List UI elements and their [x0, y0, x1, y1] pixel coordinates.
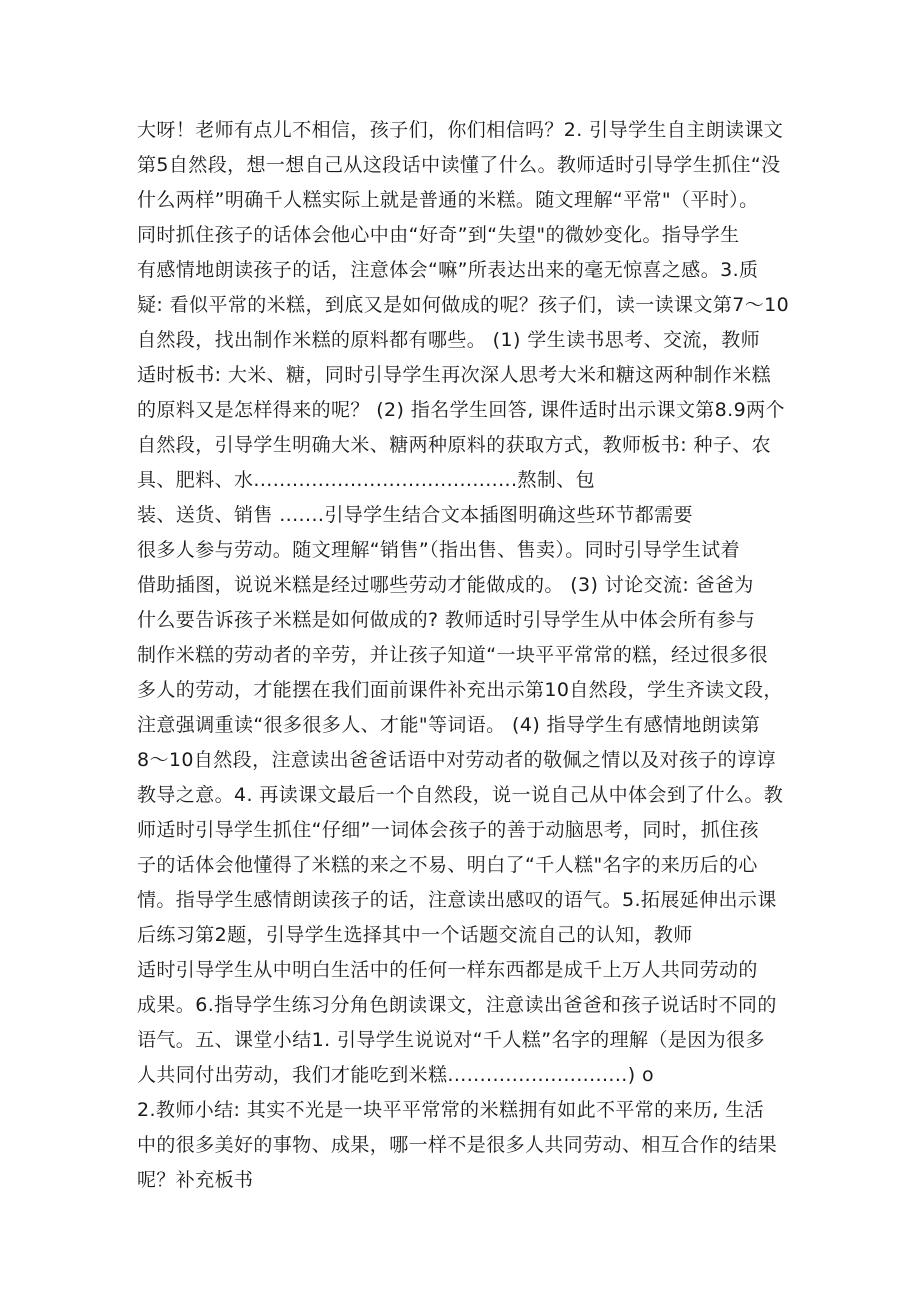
text-line: 人共同付出劳动，我们才能吃到米糕............................) o [137, 1064, 654, 1086]
text-line: 装、送货、销售 .......引导学生结合文本插图明确这些环节都需要 [137, 504, 693, 526]
text-line: 2.教师小结: 其实不光是一块平平常常的米糕拥有如此不平常的来历, 生活 [137, 1099, 765, 1121]
text-line: 大呀！老师有点儿不相信，孩子们，你们相信吗？2. 引导学生自主朗读课文 [137, 119, 784, 141]
text-line: 子的话体会他懂得了米糕的来之不易、明白了“千人糕"名字的来历后的心 [137, 854, 758, 876]
text-line: 情。指导学生感情朗读孩子的话，注意读出感叹的语气。5.拓展延伸出示课 [137, 889, 777, 911]
text-line: 同时抓住孩子的话体会他心中由“好奇”到“失望"的微妙变化。指导学生 [137, 224, 740, 246]
text-line: 语气。五、课堂小结1. 引导学生说说对“千人糕”名字的理解（是因为很多 [137, 1029, 765, 1051]
text-line: 成果。6.指导学生练习分角色朗读课文，注意读出爸爸和孩子说话时不同的 [137, 994, 777, 1016]
text-line: 的原料又是怎样得来的呢？ (2) 指名学生回答, 课件适时出示课文第8.9两个 [137, 399, 785, 421]
text-line: 适时板书: 大米、糖，同时引导学生再次深人思考大米和糖这两种制作米糕 [137, 364, 772, 386]
text-line: 适时引导学生从中明白生活中的任何一样东西都是成千上万人共同劳动的 [137, 959, 758, 981]
text-line: 借助插图，说说米糕是经过哪些劳动才能做成的。 (3) 讨论交流: 爸爸为 [137, 574, 754, 596]
text-line: 有感情地朗读孩子的话，注意体会“嘛”所表达出来的毫无惊喜之感。3.质 [137, 259, 759, 281]
text-line: 自然段，引导学生明确大米、糖两种原料的获取方式，教师板书: 种子、农 [137, 434, 772, 456]
text-line: 具、肥料、水.........................................熬制、包 [137, 469, 596, 491]
text-line: 呢？补充板书 [137, 1169, 254, 1191]
text-line: 多人的劳动，才能摆在我们面前课件补充出示第10自然段，学生齐读文段， [137, 679, 783, 701]
text-line: 8〜10自然段，注意读出爸爸话语中对劳动者的敬佩之情以及对孩子的谆谆 [137, 749, 776, 771]
text-line: 中的很多美好的事物、成果，哪一样不是很多人共同劳动、相互合作的结果 [137, 1134, 778, 1156]
text-line: 很多人参与劳动。随文理解“销售”（指出售、售卖）。同时引导学生试着 [137, 539, 740, 561]
text-line: 自然段，找出制作米糕的原料都有哪些。 (1) 学生读书思考、交流，教师 [137, 329, 760, 351]
text-line: 教导之意。4. 再读课文最后一个自然段，说一说自己从中体会到了什么。教 [137, 784, 784, 806]
text-line: 注意强调重读“很多很多人、才能"等词语。 (4) 指导学生有感情地朗读第 [137, 714, 760, 736]
text-line: 后练习第2题，引导学生选择其中一个话题交流自己的认知，教师 [137, 924, 693, 946]
text-line: 什么两样”明确千人糕实际上就是普通的米糕。随文理解“平常"（平时）。 [137, 189, 759, 211]
text-line: 什么要告诉孩子米糕是如何做成的? 教师适时引导学生从中体会所有参与 [137, 609, 756, 631]
text-line: 第5自然段，想一想自己从这段话中读懂了什么。教师适时引导学生抓住“没 [137, 154, 781, 176]
text-line: 师适时引导学生抓住“仔细”一词体会孩子的善于动脑思考，同时，抓住孩 [137, 819, 759, 841]
text-line: 疑: 看似平常的米糕，到底又是如何做成的呢？孩子们，读一读课文第7〜10 [137, 294, 790, 316]
text-line: 制作米糕的劳动者的辛劳，并让孩子知道“一块平平常常的糕，经过很多很 [137, 644, 769, 666]
